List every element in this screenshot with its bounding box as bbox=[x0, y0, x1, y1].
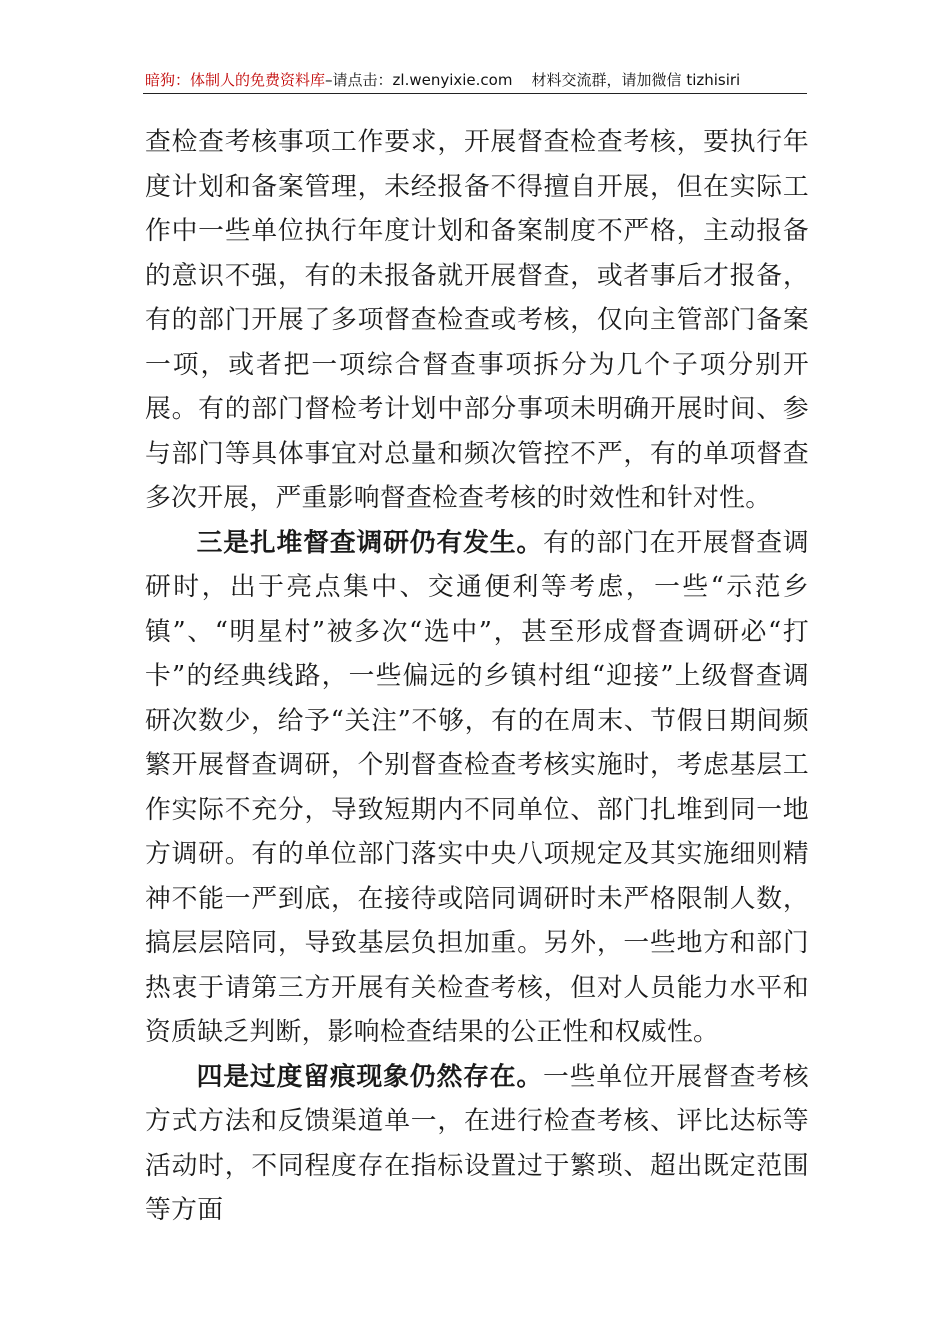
header-spacer bbox=[512, 71, 531, 89]
header-url-link[interactable]: zl.wenyixie.com bbox=[392, 71, 513, 89]
paragraph-lead: 三是扎堆督查调研仍有发生。 bbox=[196, 527, 544, 558]
header-group-text: 材料交流群，请加微信 tizhisiri bbox=[531, 71, 741, 89]
paragraph-continuation bbox=[145, 120, 809, 521]
paragraph-lead: 四是过度留痕现象仍然存在。 bbox=[196, 1061, 544, 1092]
paragraph-item-four bbox=[145, 1055, 809, 1233]
header-divider bbox=[143, 93, 807, 94]
paragraph-text: 有的部门在开展督查调研时，出于亮点集中、交通便利等考虑，一些“示范乡镇”、“明星村”被多次“选中”，甚至形成督查调研必“打卡”的经典线路，一些偏远的乡镇村组“迎接”上级督查调研次数少，给予“关注”不够，有的在周末、节假日期间频繁开展督查调研，个别督查检查考核实施时，考虑基层工作实际不充分，导致短期内不同单位、部门扎堆到同一地方调研。有的单位部门落实中央八项规定及其实施细则精神不能一严到底，在接待或陪同调研时未严格限制人数，搞层层陪同，导致基层负担加重。另外，一些地方和部门热衷于请第三方开展有关检查考核，但对人员能力水平和资质缺乏判断，影响检查结果的公正性和权威性。 bbox=[145, 527, 809, 1047]
paragraph-text: 查检查考核事项工作要求，开展督查检查考核，要执行年度计划和备案管理，未经报备不得擅自开展，但在实际工作中一些单位执行年度计划和备案制度不严格，主动报备的意识不强，有的未报备就开展督查，或者事后才报备，有的部门开展了多项督查检查或考核，仅向主管部门备案一项，或者把一项综合督查事项拆分为几个子项分别开展。有的部门督检考计划中部分事项未明确开展时间、参与部门等具体事宜对总量和频次管控不严，有的单项督查多次开展，严重影响督查检查考核的时效性和针对性。 bbox=[145, 127, 809, 513]
paragraph-item-three bbox=[145, 521, 809, 1055]
document-body bbox=[145, 120, 809, 1233]
paragraph-text: 一些单位开展督查考核方式方法和反馈渠道单一，在进行检查考核、评比达标等活动时，不同程度存在指标设置过于繁琐、超出既定范围等方面 bbox=[145, 1061, 809, 1225]
page-header bbox=[145, 66, 805, 94]
header-brand: 暗狗：体制人的免费资料库 bbox=[145, 71, 326, 89]
header-link-prefix: –请点击： bbox=[325, 71, 393, 89]
